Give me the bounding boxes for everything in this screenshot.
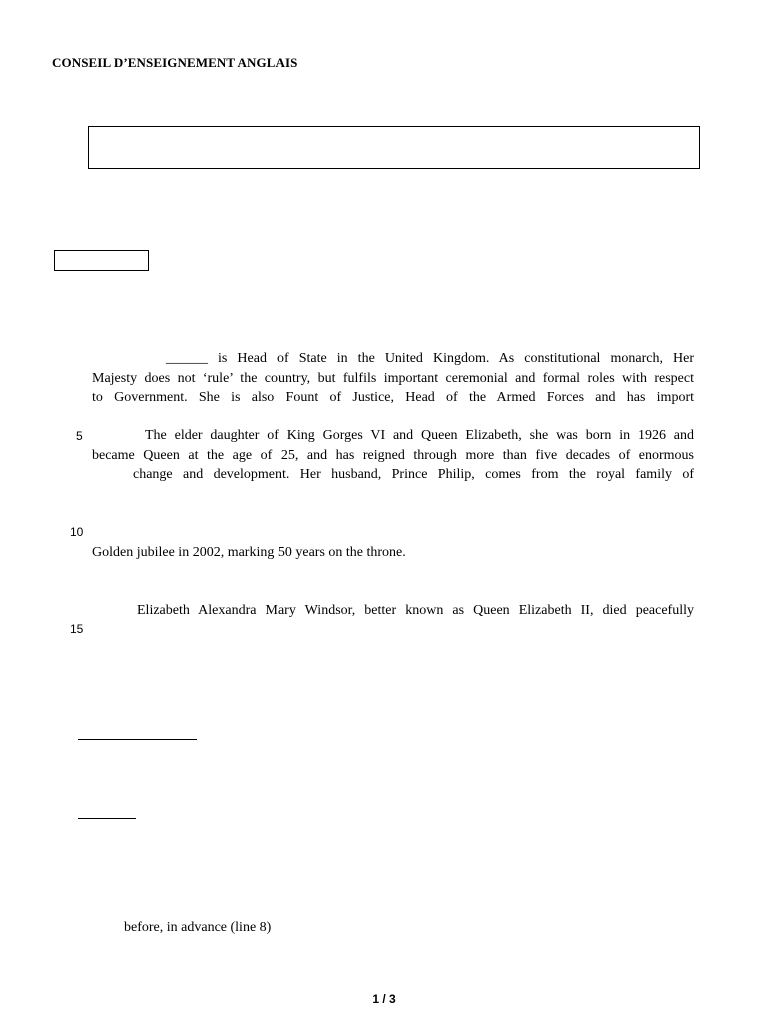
text-line-4: The elder daughter of King Gorges VI and Queen Elizabeth, she was born in 1926 and <box>145 428 694 443</box>
line-number-15: 15 <box>70 622 84 636</box>
text-line-8: Elizabeth Alexandra Mary Windsor, better known as Queen Elizabeth II, died peacefully <box>137 603 694 618</box>
text-line-5: became Queen at the age of 25, and has reigned through more than five decades of enormous <box>92 448 694 463</box>
text-line-1: ______ is Head of State in the United Kingdom. As constitutional monarch, Her <box>166 351 694 366</box>
document-header: CONSEIL D’ENSEIGNEMENT ANGLAIS <box>52 55 298 70</box>
label-box <box>54 250 149 271</box>
vocabulary-item: before, in advance (line 8) <box>124 920 272 935</box>
page-number: 1 / 3 <box>372 992 396 1006</box>
text-line-6: change and development. Her husband, Prince Philip, comes from the royal family of <box>133 467 694 482</box>
section-rule-1 <box>78 739 197 740</box>
text-line-3: to Government. She is also Fount of Justice, Head of the Armed Forces and has import <box>92 390 694 405</box>
section-rule-2 <box>78 818 136 819</box>
text-line-2: Majesty does not ‘rule’ the country, but fulfils important ceremonial and formal roles with respect <box>92 371 694 386</box>
text-line-7: Golden jubilee in 2002, marking 50 years on the throne. <box>92 545 406 560</box>
title-box <box>88 126 700 169</box>
line-number-10: 10 <box>70 525 84 539</box>
line-number-5: 5 <box>76 429 83 443</box>
